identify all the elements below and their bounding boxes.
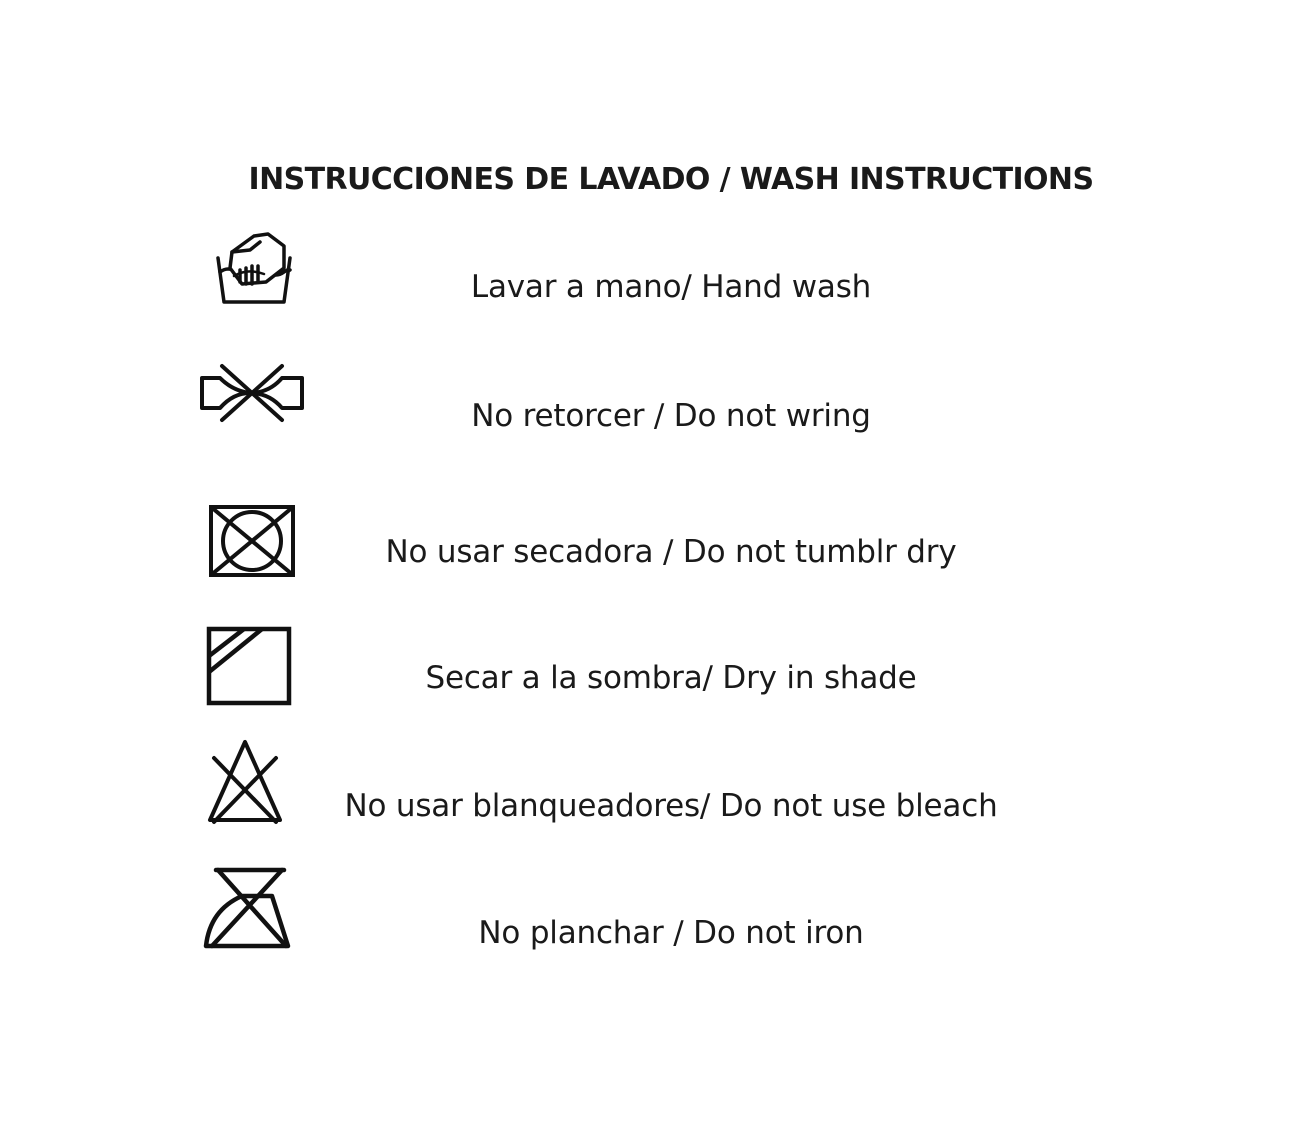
- instruction-label-dry-in-shade: Secar a la sombra/ Dry in shade: [425, 660, 917, 696]
- instruction-label-do-not-tumble-dry: No usar secadora / Do not tumblr dry: [385, 534, 957, 570]
- instruction-label-hand-wash: Lavar a mano/ Hand wash: [470, 269, 872, 305]
- instruction-label-do-not-iron: No planchar / Do not iron: [478, 915, 864, 951]
- instruction-label-do-not-bleach: No usar blanqueadores/ Do not use bleach: [344, 788, 998, 824]
- page-title: INSTRUCCIONES DE LAVADO / WASH INSTRUCTIONS: [248, 162, 1094, 197]
- instruction-label-do-not-wring: No retorcer / Do not wring: [471, 398, 871, 434]
